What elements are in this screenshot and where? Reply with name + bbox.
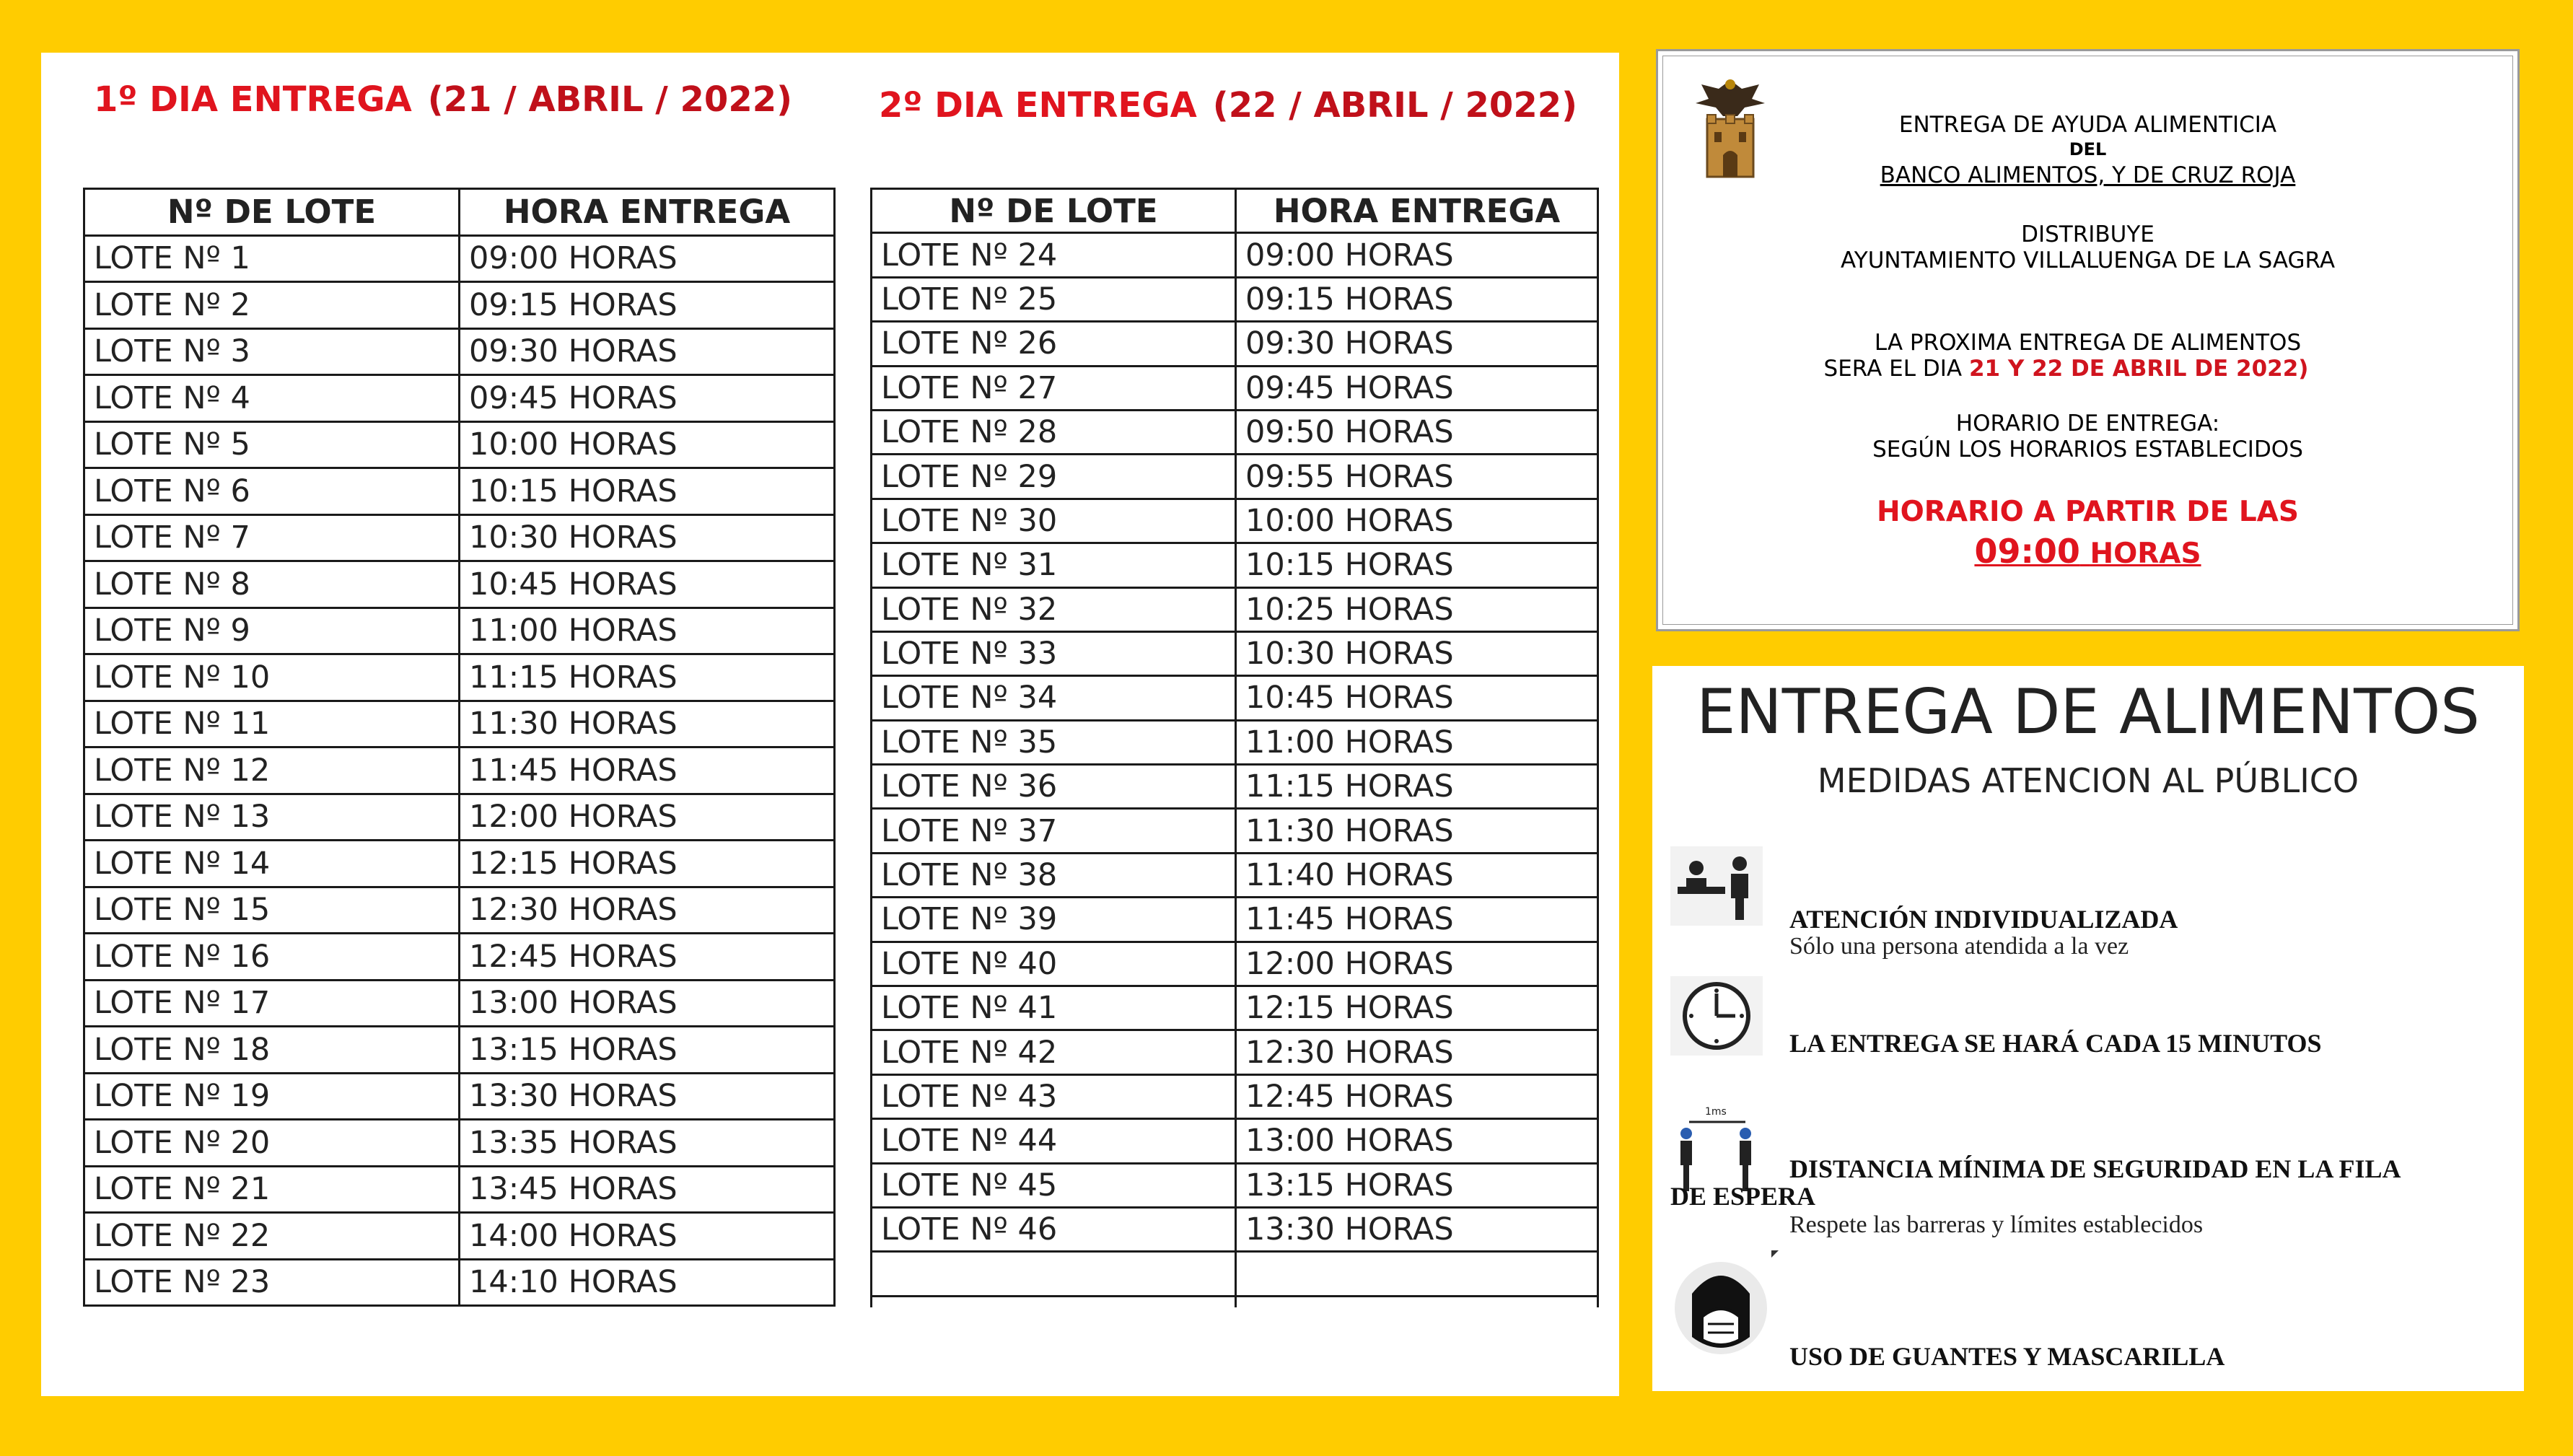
lote-cell: LOTE Nº 41	[872, 986, 1236, 1030]
lote-cell: LOTE Nº 12	[84, 747, 460, 794]
lote-cell: LOTE Nº 16	[84, 934, 460, 981]
hora-cell: 12:00 HORAS	[1236, 942, 1598, 986]
hora-cell: 13:00 HORAS	[1236, 1119, 1598, 1163]
day1-date: (21 / ABRIL / 2022)	[427, 79, 793, 120]
lote-cell: LOTE Nº 38	[872, 853, 1236, 897]
day1-title-label: 1º DIA ENTREGA	[94, 79, 412, 120]
lote-cell: LOTE Nº 4	[84, 375, 460, 422]
measure-1-head: ATENCIÓN INDIVIDUALIZADA	[1789, 905, 2178, 934]
hora-cell: 12:30 HORAS	[460, 887, 835, 934]
info-line-11-unit: HORAS	[2090, 538, 2201, 570]
lote-cell: LOTE Nº 34	[872, 676, 1236, 720]
table-row	[84, 654, 835, 701]
lote-cell: LOTE Nº 29	[872, 455, 1236, 499]
info-line-3: BANCO ALIMENTOS, Y DE CRUZ ROJA	[1880, 162, 2296, 188]
lote-cell: LOTE Nº 28	[872, 410, 1236, 454]
info-line-4: DISTRIBUYE	[2021, 222, 2155, 247]
table-row	[872, 1119, 1598, 1163]
lote-cell: LOTE Nº 9	[84, 608, 460, 654]
measure-2-head: LA ENTREGA SE HARÁ CADA 15 MINUTOS	[1789, 1029, 2322, 1058]
lote-cell: LOTE Nº 5	[84, 421, 460, 468]
info-line-10: HORARIO A PARTIR DE LAS	[1877, 496, 2299, 528]
lote-cell: LOTE Nº 43	[872, 1074, 1236, 1118]
empty-row	[872, 1252, 1598, 1296]
hora-cell: 11:40 HORAS	[1236, 853, 1598, 897]
info-panel	[1656, 49, 2520, 631]
lote-cell: LOTE Nº 45	[872, 1163, 1236, 1207]
hora-cell: 13:00 HORAS	[460, 980, 835, 1027]
day2-title-label: 2º DIA ENTREGA	[879, 85, 1197, 126]
table-header-row	[84, 189, 835, 236]
table-row	[84, 421, 835, 468]
info-line-9: SEGÚN LOS HORARIOS ESTABLECIDOS	[1872, 437, 2303, 462]
measures-title: ENTREGA DE ALIMENTOS	[1696, 676, 2480, 748]
lote-cell: LOTE Nº 26	[872, 322, 1236, 366]
table-row	[872, 366, 1598, 410]
lote-cell: LOTE Nº 11	[84, 701, 460, 747]
lote-cell: LOTE Nº 7	[84, 514, 460, 561]
measures-panel	[1652, 666, 2524, 1391]
info-line-11	[1658, 532, 2517, 571]
hora-cell: 14:10 HORAS	[460, 1259, 835, 1306]
table-row	[872, 765, 1598, 809]
measure-4-head: USO DE GUANTES Y MASCARILLA	[1789, 1342, 2225, 1371]
table-row	[84, 841, 835, 887]
info-line-8: HORARIO DE ENTREGA:	[1955, 411, 2220, 437]
hora-cell: 12:45 HORAS	[460, 934, 835, 981]
table-row	[84, 1027, 835, 1074]
lote-cell: LOTE Nº 33	[872, 631, 1236, 675]
table-row	[872, 543, 1598, 587]
lote-cell: LOTE Nº 35	[872, 720, 1236, 764]
table-row	[84, 1166, 835, 1213]
hora-cell: 12:30 HORAS	[1236, 1030, 1598, 1074]
table-row	[84, 561, 835, 608]
table-row	[872, 1163, 1598, 1207]
table-row	[872, 277, 1598, 321]
lote-cell: LOTE Nº 6	[84, 468, 460, 515]
hora-cell: 10:15 HORAS	[460, 468, 835, 515]
hora-cell: 11:30 HORAS	[460, 701, 835, 747]
table-row	[84, 1213, 835, 1260]
lote-cell: LOTE Nº 10	[84, 654, 460, 701]
hora-cell: 09:15 HORAS	[1236, 277, 1598, 321]
info-line-5: AYUNTAMIENTO VILLALUENGA DE LA SAGRA	[1840, 247, 2336, 273]
table-row	[872, 499, 1598, 543]
hora-cell: 12:00 HORAS	[460, 794, 835, 841]
empty-row	[872, 1296, 1598, 1307]
hora-cell: 12:15 HORAS	[460, 841, 835, 887]
hora-cell: 13:15 HORAS	[1236, 1163, 1598, 1207]
hora-cell: 09:15 HORAS	[460, 282, 835, 329]
table-row	[84, 701, 835, 747]
table-row	[84, 794, 835, 841]
empty-cell	[1236, 1252, 1598, 1296]
hora-cell: 13:15 HORAS	[460, 1027, 835, 1074]
hora-cell: 10:00 HORAS	[1236, 499, 1598, 543]
table-row	[872, 233, 1598, 277]
lote-cell: LOTE Nº 18	[84, 1027, 460, 1074]
lote-cell: LOTE Nº 24	[872, 233, 1236, 277]
lote-cell: LOTE Nº 30	[872, 499, 1236, 543]
table-row	[872, 455, 1598, 499]
hora-cell: 09:55 HORAS	[1236, 455, 1598, 499]
lote-cell: LOTE Nº 3	[84, 328, 460, 375]
lote-cell: LOTE Nº 44	[872, 1119, 1236, 1163]
hora-cell: 10:45 HORAS	[1236, 676, 1598, 720]
distance-icon-label: 1ms	[1705, 1106, 1727, 1118]
table-row	[84, 934, 835, 981]
empty-cell	[872, 1296, 1236, 1307]
header-lote: Nº DE LOTE	[872, 189, 1236, 233]
hora-cell: 09:50 HORAS	[1236, 410, 1598, 454]
hora-cell: 11:45 HORAS	[1236, 898, 1598, 942]
table-row	[872, 631, 1598, 675]
hora-cell: 12:15 HORAS	[1236, 986, 1598, 1030]
lote-cell: LOTE Nº 17	[84, 980, 460, 1027]
hora-cell: 10:00 HORAS	[460, 421, 835, 468]
day2-date: (22 / ABRIL / 2022)	[1212, 85, 1578, 126]
lote-cell: LOTE Nº 1	[84, 235, 460, 282]
day1-schedule-table	[83, 188, 836, 1307]
hora-cell: 10:30 HORAS	[460, 514, 835, 561]
lote-cell: LOTE Nº 42	[872, 1030, 1236, 1074]
header-hora: HORA ENTREGA	[460, 189, 835, 236]
info-line-11-time: 09:00	[1974, 532, 2080, 571]
table-row	[84, 747, 835, 794]
measures-subtitle: MEDIDAS ATENCION AL PÚBLICO	[1817, 761, 2359, 800]
hora-cell: 13:30 HORAS	[460, 1073, 835, 1120]
lote-cell: LOTE Nº 2	[84, 282, 460, 329]
empty-cell	[1236, 1296, 1598, 1307]
lote-cell: LOTE Nº 27	[872, 366, 1236, 410]
hora-cell: 12:45 HORAS	[1236, 1074, 1598, 1118]
info-line-6: LA PROXIMA ENTREGA DE ALIMENTOS	[1874, 330, 2302, 356]
hora-cell: 11:00 HORAS	[460, 608, 835, 654]
lote-cell: LOTE Nº 40	[872, 942, 1236, 986]
lote-cell: LOTE Nº 46	[872, 1207, 1236, 1251]
people-counter-icon	[1670, 846, 1763, 926]
table-row	[84, 514, 835, 561]
table-row	[872, 1030, 1598, 1074]
lote-cell: LOTE Nº 20	[84, 1120, 460, 1167]
lote-cell: LOTE Nº 39	[872, 898, 1236, 942]
table-row	[84, 468, 835, 515]
table-row	[872, 676, 1598, 720]
mask-icon	[1670, 1250, 1786, 1366]
table-row	[84, 980, 835, 1027]
table-row	[84, 375, 835, 422]
clock-icon	[1670, 976, 1763, 1056]
hora-cell: 13:45 HORAS	[460, 1166, 835, 1213]
lote-cell: LOTE Nº 37	[872, 809, 1236, 853]
info-line-7-date: 21 Y 22 DE ABRIL DE 2022)	[1968, 356, 2309, 382]
table-row	[872, 986, 1598, 1030]
lote-cell: LOTE Nº 36	[872, 765, 1236, 809]
info-line-1: ENTREGA DE AYUDA ALIMENTICIA	[1898, 112, 2277, 138]
info-line-7	[1636, 356, 2496, 382]
hora-cell: 10:15 HORAS	[1236, 543, 1598, 587]
hora-cell: 11:00 HORAS	[1236, 720, 1598, 764]
header-lote: Nº DE LOTE	[84, 189, 460, 236]
table-row	[84, 235, 835, 282]
hora-cell: 09:45 HORAS	[460, 375, 835, 422]
hora-cell: 09:00 HORAS	[1236, 233, 1598, 277]
table-row	[84, 887, 835, 934]
table-row	[84, 1259, 835, 1306]
measure-3-sub: Respete las barreras y límites establecidos	[1789, 1211, 2204, 1238]
table-row	[872, 853, 1598, 897]
table-row	[872, 587, 1598, 631]
lote-cell: LOTE Nº 13	[84, 794, 460, 841]
table-row	[872, 898, 1598, 942]
lote-cell: LOTE Nº 19	[84, 1073, 460, 1120]
info-line-7-prefix: SERA EL DIA	[1823, 356, 1969, 382]
lote-cell: LOTE Nº 15	[84, 887, 460, 934]
hora-cell: 09:45 HORAS	[1236, 366, 1598, 410]
hora-cell: 14:00 HORAS	[460, 1213, 835, 1260]
lote-cell: LOTE Nº 14	[84, 841, 460, 887]
table-row	[84, 1120, 835, 1167]
table-row	[872, 410, 1598, 454]
lote-cell: LOTE Nº 8	[84, 561, 460, 608]
lote-cell: LOTE Nº 21	[84, 1166, 460, 1213]
hora-cell: 11:15 HORAS	[1236, 765, 1598, 809]
empty-cell	[872, 1252, 1236, 1296]
lote-cell: LOTE Nº 32	[872, 587, 1236, 631]
lote-cell: LOTE Nº 31	[872, 543, 1236, 587]
hora-cell: 11:15 HORAS	[460, 654, 835, 701]
table-row	[872, 809, 1598, 853]
table-row	[872, 1207, 1598, 1251]
table-row	[84, 608, 835, 654]
hora-cell: 09:30 HORAS	[1236, 322, 1598, 366]
lote-cell: LOTE Nº 22	[84, 1213, 460, 1260]
table-row	[872, 1074, 1598, 1118]
day2-schedule-table	[870, 188, 1599, 1307]
hora-cell: 09:30 HORAS	[460, 328, 835, 375]
lote-cell: LOTE Nº 23	[84, 1259, 460, 1306]
lote-cell: LOTE Nº 25	[872, 277, 1236, 321]
hora-cell: 10:45 HORAS	[460, 561, 835, 608]
table-row	[872, 322, 1598, 366]
measure-1-sub: Sólo una persona atendida a la vez	[1789, 933, 2129, 960]
table-row	[872, 720, 1598, 764]
hora-cell: 10:30 HORAS	[1236, 631, 1598, 675]
table-row	[84, 282, 835, 329]
table-row	[84, 1073, 835, 1120]
hora-cell: 11:45 HORAS	[460, 747, 835, 794]
header-hora: HORA ENTREGA	[1236, 189, 1598, 233]
measure-3-head-cont: DE ESPERA	[1670, 1182, 1816, 1211]
table-row	[872, 942, 1598, 986]
day2-title	[879, 85, 1577, 126]
hora-cell: 10:25 HORAS	[1236, 587, 1598, 631]
hora-cell: 13:35 HORAS	[460, 1120, 835, 1167]
table-row	[84, 328, 835, 375]
measure-3-head: DISTANCIA MÍNIMA DE SEGURIDAD EN LA FILA	[1789, 1154, 2401, 1183]
hora-cell: 09:00 HORAS	[460, 235, 835, 282]
day1-title	[94, 79, 792, 120]
table-header-row	[872, 189, 1598, 233]
hora-cell: 13:30 HORAS	[1236, 1207, 1598, 1251]
info-line-2: DEL	[2069, 139, 2107, 159]
hora-cell: 11:30 HORAS	[1236, 809, 1598, 853]
